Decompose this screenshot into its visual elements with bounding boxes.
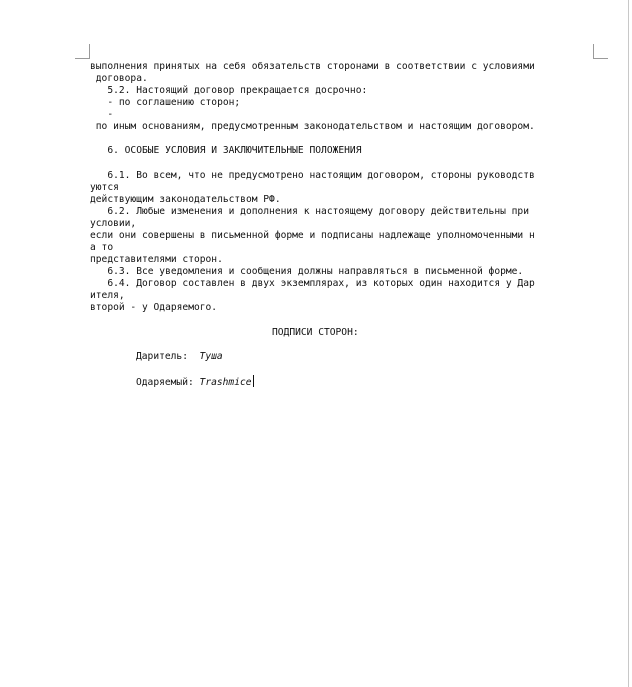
text-line[interactable]: - по соглашению сторон;	[90, 97, 241, 108]
text-line[interactable]: уются	[90, 182, 119, 193]
text-line[interactable]: по иным основаниям, предусмотренным законодательством и настоящим договором.	[90, 121, 535, 132]
text-line[interactable]: выполнения принятых на себя обязательств сторонами в соответствии с условиями	[90, 61, 535, 72]
recipient-label: Одаряемый:	[136, 377, 194, 388]
text-line[interactable]: 6.3. Все уведомления и сообщения должны направляться в письменной форме.	[90, 266, 524, 277]
text-line[interactable]: если они совершены в письменной форме и подписаны надлежаще уполномоченными н	[90, 230, 535, 241]
signatures-heading[interactable]: ПОДПИСИ СТОРОН:	[272, 327, 359, 338]
text-line[interactable]: 6.1. Во всем, что не предусмотрено настоящим договором, стороны руководств	[90, 170, 535, 181]
text-cursor	[253, 375, 254, 387]
donor-signature-line[interactable]	[136, 351, 223, 363]
page-corner-mark-top-left	[75, 44, 90, 59]
text-line[interactable]: ителя,	[90, 290, 125, 301]
recipient-name: Trashmice	[199, 377, 252, 388]
donor-name: Туша	[199, 351, 223, 362]
text-line[interactable]: 6.2. Любые изменения и дополнения к настоящему договору действительны при	[90, 206, 529, 217]
text-line[interactable]: 6.4. Договор составлен в двух экземплярах, из которых один находится у Дар	[90, 278, 535, 289]
text-line[interactable]: второй - у Одаряемого.	[90, 302, 218, 313]
text-line[interactable]: условии,	[90, 218, 137, 229]
text-line[interactable]: договора.	[90, 73, 148, 84]
text-line[interactable]: 5.2. Настоящий договор прекращается досрочно:	[90, 85, 368, 96]
text-line[interactable]: -	[90, 109, 114, 120]
section-heading[interactable]: 6. ОСОБЫЕ УСЛОВИЯ И ЗАКЛЮЧИТЕЛЬНЫЕ ПОЛОЖЕНИЯ	[90, 145, 362, 156]
text-line[interactable]: действующим законодательством РФ.	[90, 194, 281, 205]
donor-label: Даритель:	[136, 351, 188, 362]
text-line[interactable]: представителями сторон.	[90, 254, 223, 265]
recipient-signature-line[interactable]	[136, 375, 254, 389]
page-corner-mark-top-right	[593, 44, 608, 59]
text-line[interactable]: а то	[90, 242, 114, 253]
